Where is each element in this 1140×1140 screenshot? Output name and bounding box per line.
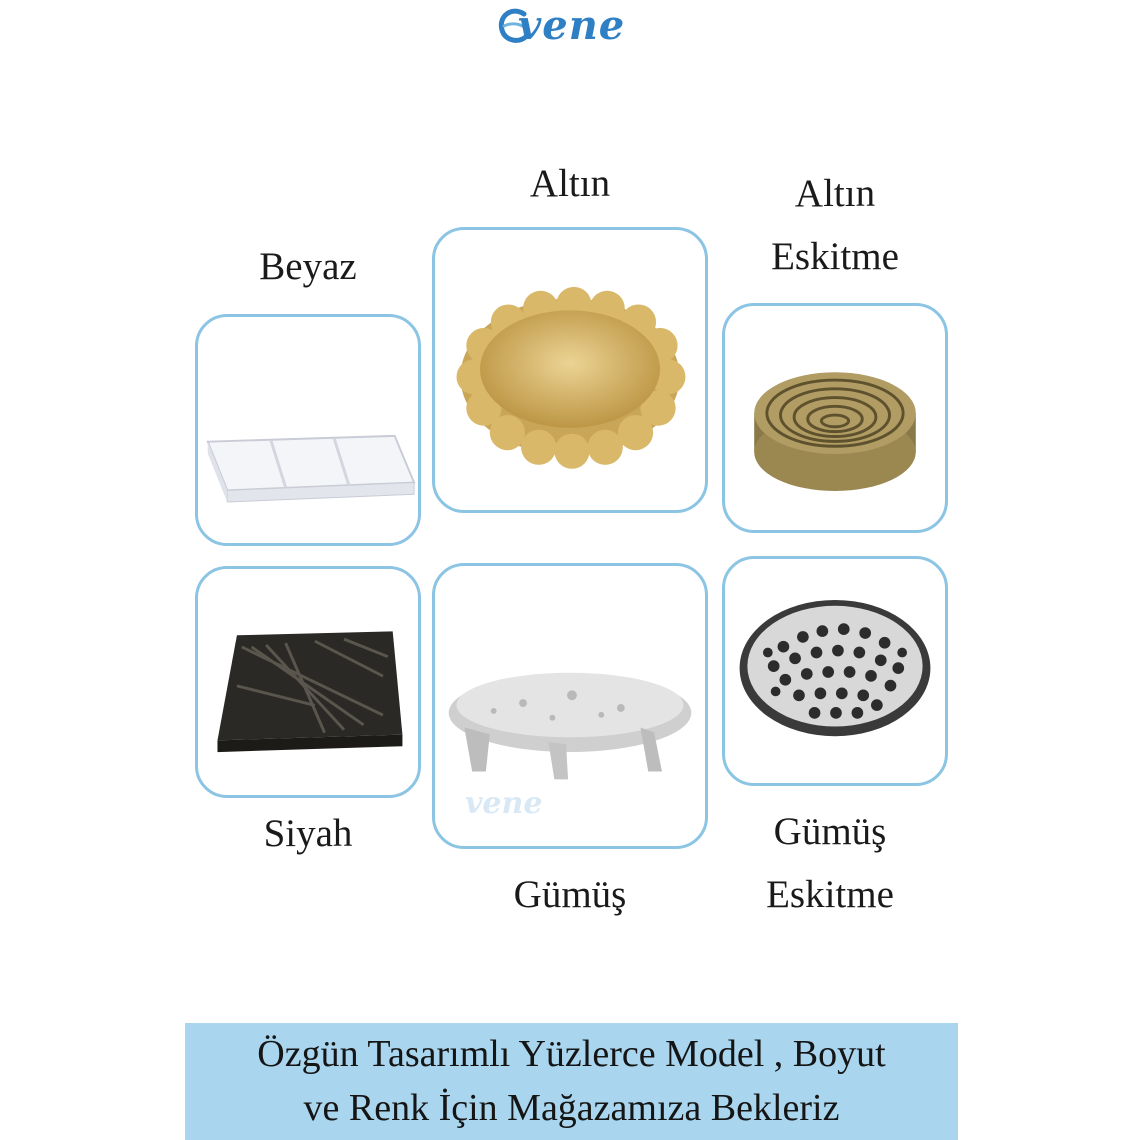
black-tray-image	[198, 569, 418, 795]
product-card-altin-eskitme[interactable]	[722, 303, 948, 533]
antique-gold-dish-image	[725, 306, 945, 530]
label-gumus-eskitme-2: Eskitme	[766, 873, 894, 916]
brand-logo	[490, 0, 670, 50]
product-card-beyaz[interactable]	[195, 314, 421, 546]
logo-text: vene	[518, 2, 626, 49]
banner-line-1: Özgün Tasarımlı Yüzlerce Model , Boyut	[257, 1033, 886, 1075]
banner-line-2: ve Renk İçin Mağazamıza Bekleriz	[303, 1087, 840, 1129]
product-card-siyah[interactable]	[195, 566, 421, 798]
label-altin: Altın	[529, 162, 611, 205]
label-altin-eskitme-2: Eskitme	[771, 235, 899, 278]
label-gumus-eskitme-1: Gümüş	[773, 810, 887, 853]
label-gumus: Gümüş	[513, 873, 627, 916]
product-card-gumus[interactable]	[432, 563, 708, 849]
label-beyaz: Beyaz	[259, 245, 357, 288]
promo-banner	[185, 1023, 958, 1140]
product-card-gumus-eskitme[interactable]	[722, 556, 948, 786]
antique-silver-bowl-image	[725, 559, 945, 783]
white-tray-image	[198, 317, 418, 543]
gold-bowl-image	[435, 230, 705, 510]
watermark-logo: vene	[465, 786, 543, 821]
label-siyah: Siyah	[263, 812, 353, 855]
label-altin-eskitme-1: Altın	[794, 172, 876, 215]
product-card-altin[interactable]	[432, 227, 708, 513]
